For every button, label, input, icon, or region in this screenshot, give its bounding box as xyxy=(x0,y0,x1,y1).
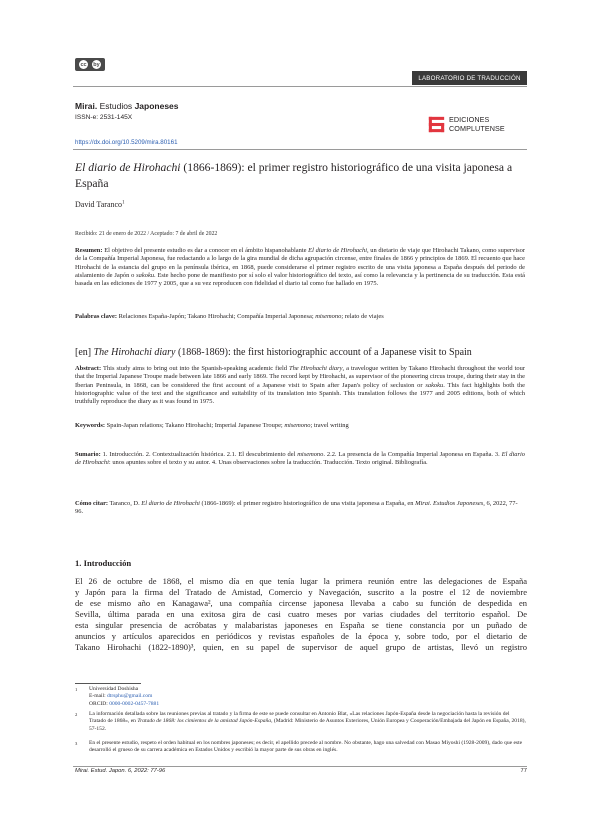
summary-text: . 2.2. La presencia de la Compañía Imperial Japonesa en España. 3. xyxy=(323,451,502,458)
article-title-rest: (1866-1869): el primer registro historiográfico de una visita japonesa a España xyxy=(75,161,513,190)
keywords-es-label: Palabras clave: xyxy=(75,313,118,320)
footnote-text xyxy=(89,686,527,708)
license-badge[interactable] xyxy=(75,58,105,71)
publisher-line-2: COMPLUTENSE xyxy=(449,123,505,133)
publisher-logo-block xyxy=(428,116,505,133)
author-note-marker[interactable]: 1 xyxy=(122,200,125,206)
abstract-es-text: . Este hecho pone de manifiesto por sí solo el valor historiográfico del texto, así como la relevancia y la pertinencia de su traducción. Esta está basada en las ediciones de 1977 y 2005, que a su vez reproducen con fidelidad el diario tal como fue hallado en 1975. xyxy=(75,272,525,288)
issn: ISSN-e: 2531-145X xyxy=(75,114,133,121)
abstract-es xyxy=(75,247,525,289)
email-link[interactable]: dtrsphu@gmail.com xyxy=(107,693,153,700)
journal-name-end: Japoneses xyxy=(134,101,179,111)
keywords-en-label: Keywords: xyxy=(75,422,106,429)
abstract-es-italic: sakoku xyxy=(136,272,155,280)
title-en-rest: (1868-1869): the first historiographic account of a Japanese visit to Spain xyxy=(175,347,472,358)
title-en-prefix: [en] xyxy=(75,347,94,358)
keywords-es-italic: misemono xyxy=(315,313,342,320)
keywords-en-text: ; travel writing xyxy=(310,422,349,429)
abstract-es-text: El objetivo del presente estudio es dar a conocer en el ámbito hispanohablante xyxy=(102,247,309,254)
citation-label: Cómo citar: xyxy=(75,500,109,507)
title-divider xyxy=(73,149,527,150)
abstract-en-label: Abstract: xyxy=(75,365,102,372)
footnote-orcid-line xyxy=(89,701,527,708)
summary-italic: misemono xyxy=(297,451,324,458)
intro-line: Takano Hirohachi (1822-1890)³, quien, en su papel de supervisor de aquel grupo de artistas, llevó un registro xyxy=(75,642,527,652)
intro-line: anuncios y artículos aparecidos en periódicos y revistas españoles de la época y, sobre todo, por el dietario de xyxy=(75,631,527,641)
page-number: 77 xyxy=(520,768,527,774)
citation-text: (1866-1869): el primer registro historiográfico de una visita japonesa a España, en xyxy=(199,500,416,507)
abstract-en-text: This study aims to bring out into the Spanish-speaking academic field xyxy=(101,365,289,372)
footnote-number: 2 xyxy=(75,712,78,717)
footnote-email-line xyxy=(89,693,527,700)
footer-divider xyxy=(73,766,527,767)
footnote-1 xyxy=(75,686,527,708)
author xyxy=(75,200,124,209)
article-title-italic: El diario de Hirohachi xyxy=(75,161,181,174)
orcid-link[interactable]: 0000-0002-0457-7881 xyxy=(109,700,160,707)
footnote-affiliation: Universidad Doshisha xyxy=(89,686,139,692)
intro-paragraph xyxy=(75,576,527,653)
keywords-es xyxy=(75,313,525,321)
keywords-en-text: Spain-Japan relations; Takano Hirohachi; Imperial Japanese Troupe; xyxy=(105,422,285,429)
journal-name-mid: Estudios xyxy=(99,101,133,111)
footnote-text-part: La información detallada sobre las reuniones previas al tratado y la firma de este se puede consultar en Antonio Blat, «Las relaciones Japón-España desde la negociación hasta la revisión del Tratado de 1868», en xyxy=(89,711,510,725)
header-divider xyxy=(73,86,527,87)
publisher-logo-icon xyxy=(428,116,445,133)
abstract-en-italic: The Hirohachi diary xyxy=(289,365,343,372)
abstract-en-italic: sakoku xyxy=(425,381,444,389)
received-accepted-dates: Recibido: 21 de enero de 2022 / Aceptado: 7 de abril de 2022 xyxy=(75,231,218,237)
citation-text: , 6, 2022, 77-96. xyxy=(75,500,518,516)
summary-label: Sumario: xyxy=(75,451,101,458)
abstract-es-text: , un dietario de viaje que Hirohachi Takano, como supervisor de la Compañía Imperial Japonesa, fue redactando a lo largo de la gira mundial de dicha agrupación circense, entre finales de 1866 y principios de 1869. El recuento que hace Hirohachi de la estancia del grupo en la península ibérica, en 1868, puede considerarse el primer registro escrito de una visita japonesa a España después del periodo de aislamiento de Japón o xyxy=(75,247,525,280)
section-heading: 1. Introducción xyxy=(75,558,132,568)
footnote-text-part: , (Madrid: Ministerio de Asuntos Exteriores, Unión Europea y Cooperación/Embajada del Japón en España, 2018), 57-152. xyxy=(89,718,526,732)
citation-italic: El diario de Hirohachi xyxy=(141,500,200,507)
abstract-en-text: . This fact highlights both the historiographic value of the text and the significance and suitability of its translation into Spanish. This translation follows the 1977 and 2005 editions, both of which truthfully reproduce the diary as it was found in 1975. xyxy=(75,381,525,406)
author-name: David Taranco xyxy=(75,200,123,209)
keywords-es-text: ; relato de viajes xyxy=(341,313,384,320)
footnote-number: 1 xyxy=(75,687,78,692)
publisher-name xyxy=(449,116,505,132)
intro-line: esta singular presencia de acróbatas y malabaristas japoneses en España se tiene constancia por un puñado de xyxy=(75,620,527,630)
footnote-text-italic: Tratado de 1868: los cimientos de la amistad Japón-España xyxy=(137,718,272,725)
intro-line: y Japón para la firma del Tratado de Amistad, Comercio y Navegación, suscrito a la postre el 12 de noviembre xyxy=(75,587,527,597)
title-en-italic: The Hirohachi diary xyxy=(93,347,176,358)
journal-name-bold: Mirai. xyxy=(75,101,98,111)
article-title xyxy=(75,160,525,192)
footnote-3 xyxy=(75,740,527,755)
journal-footer: Mirai. Estud. Japon. 6, 2022: 77-96 xyxy=(75,768,166,774)
citation-text: Taranco, D. xyxy=(108,500,142,507)
footnote-number: 3 xyxy=(75,741,78,746)
summary-text: : unos apuntes sobre el texto y su autor. 4. Unas observaciones sobre la traducción. Traducción. Texto original. Bibliografía. xyxy=(108,459,428,467)
footnote-text: En el presente estudio, respeto el orden habitual en los nombres japoneses; es decir, el apellido precede al nombre. No obstante, hago una salvedad con Masao Miyoshi (1928-2009), dado que este desarrolló el grueso de su carrera académica en Estados Unidos y escribió la mayor parte de sus obras en inglés. xyxy=(89,740,523,754)
footnote-2 xyxy=(75,711,527,733)
keywords-es-text: Relaciones España-Japón; Takano Hirohachi; Compañía Imperial Japonesa; xyxy=(117,313,316,320)
keywords-en xyxy=(75,422,525,430)
abstract-es-label: Resumen: xyxy=(75,247,103,254)
intro-line: El 26 de octubre de 1868, el mismo día en que tenía lugar la primera reunión entre las delegaciones de España xyxy=(75,576,527,586)
summary-text: 1. Introducción. 2. Contextualización histórica. 2.1. El descubrimiento del xyxy=(100,451,298,458)
orcid-label: ORCID: xyxy=(89,700,110,707)
citation xyxy=(75,500,525,517)
intro-line: Sevilla, última parada en una exitosa gira de casi cuatro meses por varias ciudades del territorio español. De xyxy=(75,609,527,619)
summary xyxy=(75,451,525,468)
doi-link[interactable]: https://dx.doi.org/10.5209/mira.80161 xyxy=(75,139,178,146)
footnote-divider xyxy=(75,683,141,684)
abstract-es-italic: El diario de Hirohachi xyxy=(308,247,367,254)
citation-italic: Mirai. Estudios Japoneses xyxy=(415,500,484,507)
intro-line: de ese mismo año en Kanagawa², una compañía circense japonesa llevaba a cabo su función de despedida en xyxy=(75,598,527,608)
publisher-line-1: EDICIONES xyxy=(449,115,490,125)
email-label: E-mail: xyxy=(89,693,108,700)
abstract-en-text: , a travelogue written by Takano Hirohachi throughout the world tour that the Imperial Japanese Troupe made between late 1866 and early 1869. The record kept by Hirohachi, as supervisor of the pioneering circus troupe, during their stay in the Iberian Peninsula, in 1868, can be considered the first account of a Japanese visit to Spain after Japan's policy of seclusion or xyxy=(75,365,525,389)
by-icon: by xyxy=(93,61,100,68)
section-label: LABORATORIO DE TRADUCCIÓN xyxy=(412,71,527,85)
cc-icon: cc xyxy=(80,61,87,68)
keywords-en-italic: misemono xyxy=(284,422,311,429)
abstract-en xyxy=(75,365,525,407)
footnote-text xyxy=(89,711,527,733)
article-title-en xyxy=(75,346,525,359)
journal-name xyxy=(75,101,179,111)
summary-italic: El diario de Hirohachi xyxy=(75,451,525,467)
